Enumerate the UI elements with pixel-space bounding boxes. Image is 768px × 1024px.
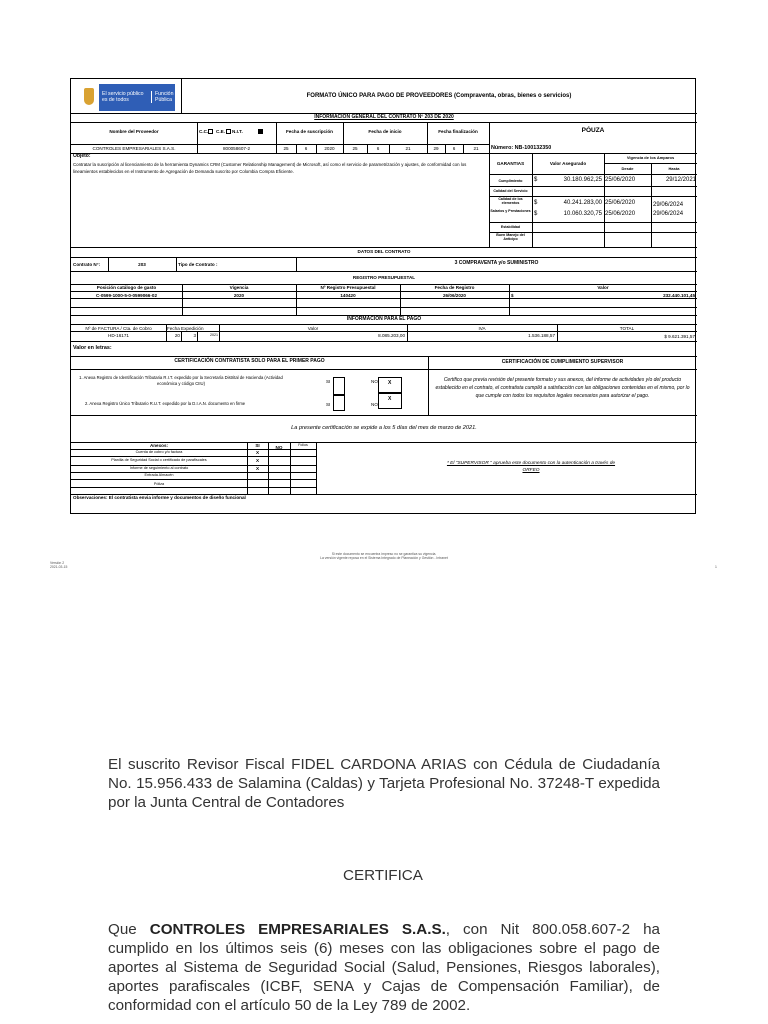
observaciones: Observaciones: El contratista envia informe y documentos de diseño funcional xyxy=(73,495,246,500)
pago-total: $ 9.621.391,57 xyxy=(664,334,695,339)
tipo-contrato: 3 COMPRAVENTA y/o SUMINISTRO xyxy=(454,260,539,266)
pago-iva: 1.536.188,57 xyxy=(528,333,555,338)
supervisor-note: * El "SUPERVISOR " aprueba este documento con la autenticación a través de ORFEO xyxy=(446,461,616,473)
factura-numero: HD-16171 xyxy=(108,333,129,338)
cert-supervisor-title: CERTIFICACIÓN DE CUMPLIMIENTO SUPERVISOR xyxy=(501,359,624,365)
pago-valor: 8.085.203,00 xyxy=(378,333,405,338)
pago-title: INFORMACIÓN PARA EL PAGO xyxy=(346,316,422,322)
rut-si-box[interactable] xyxy=(333,395,345,411)
form-title: FORMATO ÚNICO PARA PAGO DE PROVEEDORES (Compraventa, obras, bienes o servicios) xyxy=(306,93,572,99)
objeto-text: Contratar la suscripción al licenciamiento de la herramienta Dynamics CRM (Customer Relationship Management) de Microsoft, así como el servicio de parametrización y ajustes, de conformidad con los lineamientos establecidos en el Instrumento de Agregación de Demanda suscrito por Colombia Compra Eficiente. xyxy=(73,162,467,174)
info-general-title: INFORMACIÓN GENERAL DEL CONTRATO Nº 203 DE 2020 xyxy=(314,114,454,120)
government-logo: El servicio público es de todos Función Pública xyxy=(79,84,175,111)
registro-valor: 232.440.101,45 xyxy=(663,292,695,298)
rit-si-box[interactable] xyxy=(333,377,345,395)
letter-certifica: CERTIFICA xyxy=(343,867,423,884)
coat-of-arms-icon xyxy=(79,84,99,111)
registro-title: REGISTRO PRESUPUESTAL xyxy=(352,275,416,280)
valor-letras-label: Valor en letras: xyxy=(73,345,112,351)
contrato-numero: 203 xyxy=(138,262,146,267)
letter-body: Que CONTROLES EMPRESARIALES S.A.S., con Nit 800.058.607-2 ha cumplido en los últimos seis (6) meses con las obligaciones sobre el pago de aportes al Sistema de Seguridad Social (Salud, Pensiones, Riesgos laborales), aportes parafiscales (ICBF, SENA y Cajas de Compensación Familiar), de conformidad con el artículo 50 de la Ley 789 de 2002. xyxy=(108,921,660,1014)
cumplimiento-valor: 30.180.962,25 xyxy=(563,177,602,183)
datos-contrato-title: DATOS DEL CONTRATO xyxy=(357,249,411,254)
cc-checkbox[interactable] xyxy=(208,129,213,134)
payment-form: El servicio público es de todos Función Pública FORMATO ÚNICO PARA PAGO DE PROVEEDORES (Compraventa, obras, bienes o servicios) INFORMACIÓN GENERAL DEL CONTRATO Nº 203 DE 2020 Nombre del Proveedor C.C. C.E. N.I.T. Fecha de suscripción Fecha de inicio Fecha finalización PÓUZA CONTROLES EMPRESARIALES S.A.S. 800058607-2 25 6 2020 25 6 21 29 6 21 Número: NB-100132350 Objeto: Contratar la suscripción al licenciamiento de la herramienta Dynamics CRM (Customer Relationship Management) de Microsoft, así como el servicio de parametrización y ajustes, de conformidad con los lineamientos establecidos en el Instrumento de Agregación de Demanda suscrito por Colombia Compra Eficiente. GARANTIAS Valor Asegurado Vigencia de los Amparos Desde Hasta Cumplimiento $ 30.180.962,25 25/06/2020 29/12/2021 Calidad del Servicio Calidad de los elementos $ 40.241.283,00 25/06/2020 29/06/2024 Salarios y Prestaciones $ 10.060.320,75 25/06/2020 29/06/2024 Estabilidad Buen Manejo del Anticipo DATOS DEL CONTRATO Contrato N°: 203 Tipo de Contrato : 3 COMPRAVENTA y/o SUMINISTRO REGISTRO PRESUPUESTAL Posición catálogo de gasto Vigencia Nº Registro Presupuestal Fecha de Registro Valor C-0599-1000-5-0-0599066-02 2020 140420 26/06/2020 $ 232.440.101,45 INFORMACIÓN PARA EL PAGO Nº de FACTURA / Cta. de Cobro Fecha Expedición Valor IVA TOTAL HD-16171 20 3 2021 8.085.203,00 1.536.188,57 $ 9.621.391,57 Valor en letras: CERTIFICACIÓN CONTRATISTA SOLO PARA EL PRIMER PAGO CERTIFICACIÓN DE CUMPLIMIENTO SUPERVISOR 1. Anexa Registro de Identificación Tributaria R.I.T. expedido por la Secretaría Distrital de Hacienda (Actividad económica y código CIIU) SI NO X 2. Anexa Registro Único Tributario R.U.T. expedido por la D.I.A.N. documento en firme SI NO X Certifico que previa revisión del presente formato y sus anexos, del informe de actividades y/o del producto establecido en el contrato, el contratista cumplió a satisfacción con las obligaciones contenidas en el mismo, por lo que cumple con todos los requisitos legales necesarios para autorizar el pago. La presente certificación se expide a los 5 días del mes de marzo de 2021. Anexos: SI NO Folios Cuenta de cobro y/o factura X Planilla de Seguridad Social o certificado de parafiscales X Informe de seguimiento al contrato X Entrada Almacén Póliza * El "SUPERVISOR " aprueba este documento con la autenticación a través de ORFEO Observaciones: El contratista envia informe y documentos de diseño funcional xyxy=(70,78,696,514)
footer-version: Versión 2 2021-03-15 xyxy=(50,561,68,569)
provider-name: CONTROLES EMPRESARIALES S.A.S. xyxy=(92,146,176,151)
footer-disclaimer: Si este documento se encuentra impreso no se garantiza su vigencia. La versión vigente reposa en el Sistema Integrado de Planeación y Gestión - Intranet xyxy=(320,552,448,560)
footer-page-number: 1 xyxy=(715,565,717,569)
poliza-title: PÓUZA xyxy=(581,127,605,134)
letter-intro: El suscrito Revisor Fiscal FIDEL CARDONA ARIAS con Cédula de Ciudadanía No. 15.956.433 de Salamina (Caldas) y Tarjeta Profesional No. 37248-T expedida por la Junta Central de Contadores xyxy=(108,756,660,811)
nit-checkbox[interactable] xyxy=(258,129,263,134)
cert-contratista-title: CERTIFICACIÓN CONTRATISTA SOLO PARA EL PRIMER PAGO xyxy=(174,358,325,364)
cert-supervisor-text: Certifico que previa revisión del presente formato y sus anexos, del informe de actividades y/o del producto establecido en el contrato, el contratista cumplió a satisfacción con las obligaciones contenidas en el mismo, por lo que cumple con todos los requisitos legales necesarios para autorizar el pago. xyxy=(435,377,690,399)
provider-nit: 800058607-2 xyxy=(222,146,251,151)
expide-text: La presente certificación se expide a los 5 días del mes de marzo de 2021. xyxy=(291,425,477,431)
ce-checkbox[interactable] xyxy=(226,129,231,134)
poliza-numero: Número: NB-100132350 xyxy=(491,145,552,151)
